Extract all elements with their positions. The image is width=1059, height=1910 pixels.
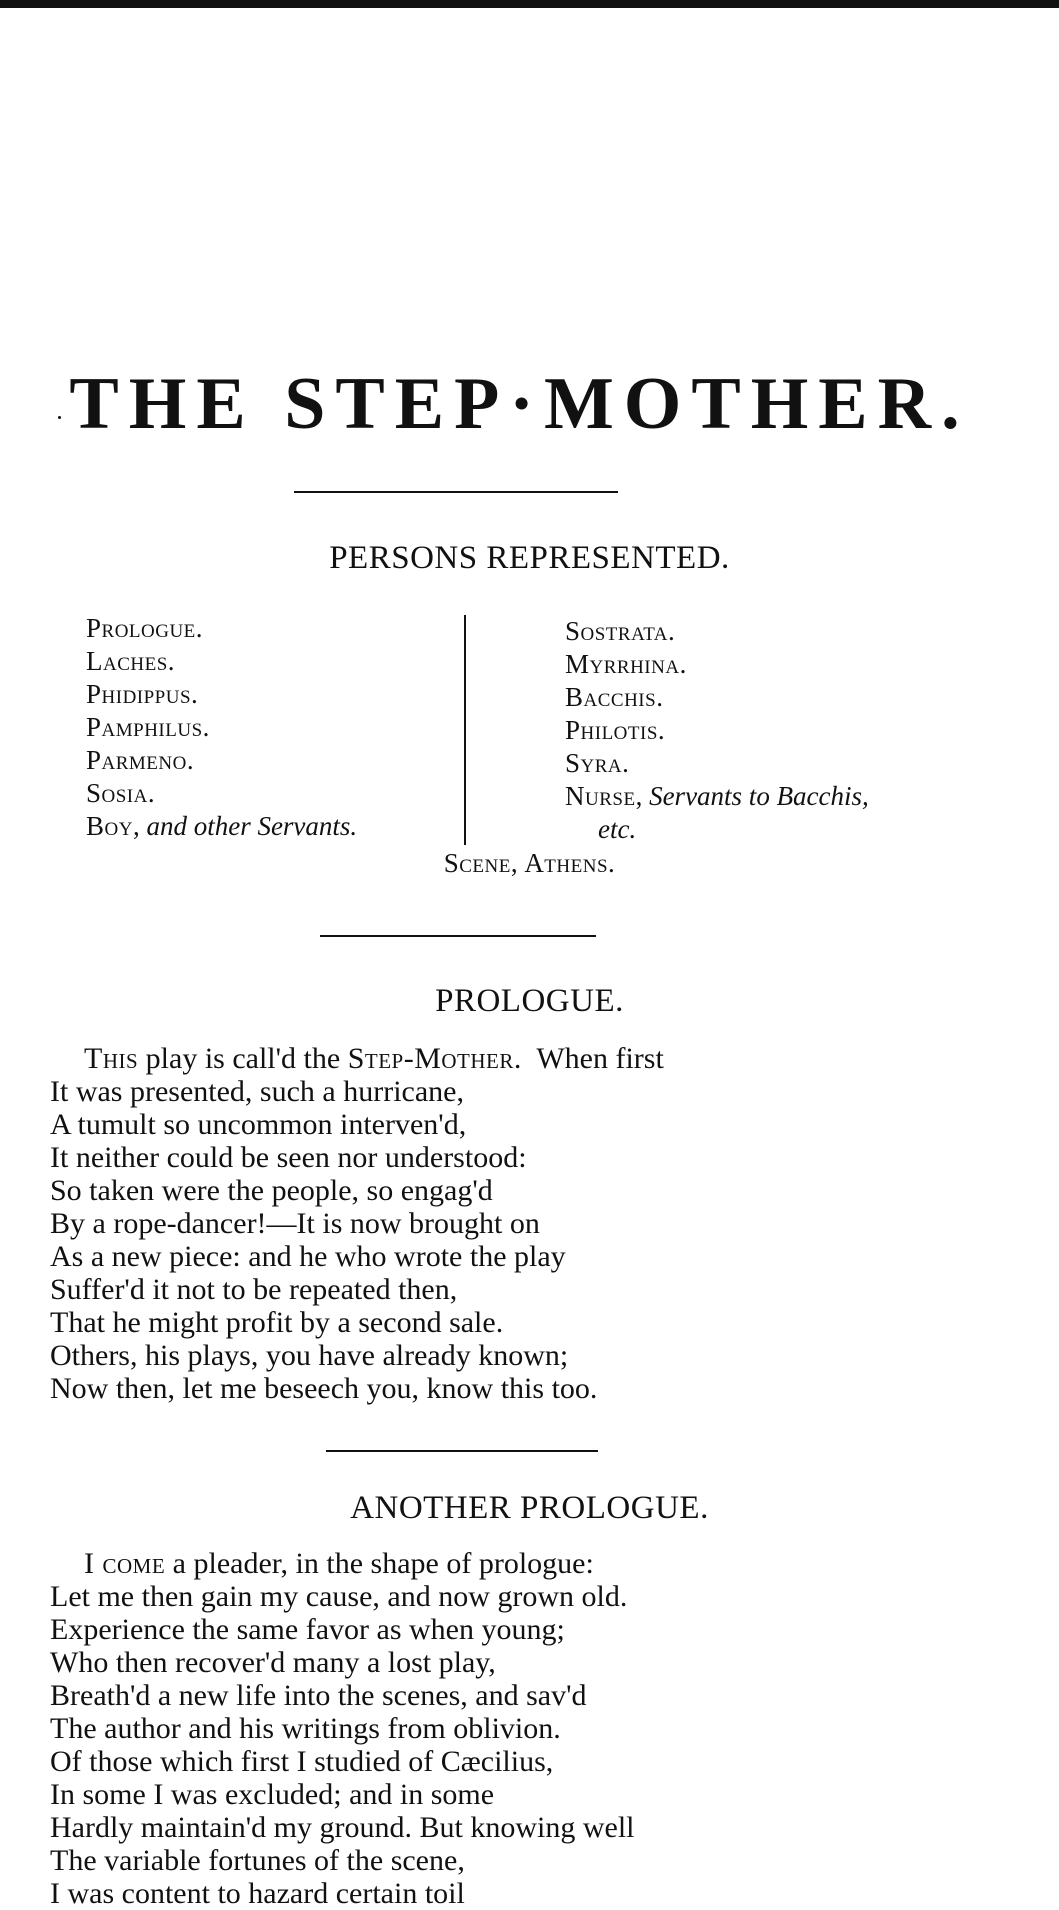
- cast-item: Bacchis.: [565, 682, 664, 712]
- verse-line: Experience the same favor as when young;: [50, 1613, 565, 1646]
- cast-item: Myrrhina.: [565, 649, 687, 679]
- verse-line: As a new piece: and he who wrote the play: [50, 1240, 566, 1273]
- play-title: THE STEP·MOTHER.: [69, 363, 970, 445]
- title-rule: [294, 491, 618, 493]
- verse-line: Hardly maintain'd my ground. But knowing well: [50, 1811, 635, 1844]
- cast-item: Nurse, Servants to Bacchis,: [565, 781, 869, 811]
- prologue-verse: [50, 1042, 664, 1405]
- verse-line: This play is call'd the Step-Mother. When first: [84, 1042, 664, 1075]
- verse-line: It neither could be seen nor understood:: [50, 1141, 527, 1174]
- verse-line: Let me then gain my cause, and now grown old.: [50, 1580, 628, 1613]
- verse-line: Who then recover'd many a lost play,: [50, 1646, 496, 1679]
- another-prologue-heading: ANOTHER PROLOGUE.: [350, 1490, 709, 1526]
- cast-item: Boy, and other Servants.: [86, 811, 358, 841]
- verse-line: The author and his writings from oblivion.: [50, 1712, 561, 1745]
- cast-item: Philotis.: [565, 715, 666, 745]
- cast-item: Pamphilus.: [86, 712, 210, 742]
- cast-list-left: [86, 612, 357, 843]
- verse-line: Others, his plays, you have already known;: [50, 1339, 569, 1372]
- scene-line: Scene, Athens.: [443, 848, 616, 878]
- verse-line: Now then, let me beseech you, know this too.: [50, 1372, 598, 1405]
- verse-line: So taken were the people, so engag'd: [50, 1174, 493, 1207]
- verse-line: By a rope-dancer!—It is now brought on: [50, 1207, 540, 1240]
- verse-line: Breath'd a new life into the scenes, and sav'd: [50, 1679, 587, 1712]
- section-rule: [320, 935, 596, 937]
- cast-item: Sostrata.: [565, 616, 676, 646]
- another-prologue-verse: [50, 1547, 635, 1910]
- verse-line: That he might profit by a second sale.: [50, 1306, 504, 1339]
- cast-column-divider: [464, 615, 466, 845]
- verse-line: Of those which first I studied of Cæcilius,: [50, 1745, 554, 1778]
- verse-line: A tumult so uncommon interven'd,: [50, 1108, 467, 1141]
- cast-item: Sosia.: [86, 778, 156, 808]
- cast-item: Phidippus.: [86, 679, 199, 709]
- verse-line: Suffer'd it not to be repeated then,: [50, 1273, 458, 1306]
- cast-item: Parmeno.: [86, 745, 195, 775]
- verse-line: It was presented, such a hurricane,: [50, 1075, 464, 1108]
- cast-item: Laches.: [86, 646, 176, 676]
- cast-item-continuation: etc.: [598, 814, 637, 844]
- section-rule: [326, 1450, 598, 1452]
- verse-line: I come a pleader, in the shape of prologue:: [84, 1547, 594, 1580]
- cast-list-right: [565, 615, 869, 846]
- verse-line: I was content to hazard certain toil: [50, 1877, 465, 1910]
- cast-item: Prologue.: [86, 613, 204, 643]
- verse-line: In some I was excluded; and in some: [50, 1778, 495, 1811]
- page-top-edge: [0, 0, 1059, 8]
- cast-item: Syra.: [565, 748, 630, 778]
- verse-line: The variable fortunes of the scene,: [50, 1844, 465, 1877]
- prologue-heading: PROLOGUE.: [435, 983, 624, 1019]
- persons-heading: PERSONS REPRESENTED.: [329, 540, 730, 576]
